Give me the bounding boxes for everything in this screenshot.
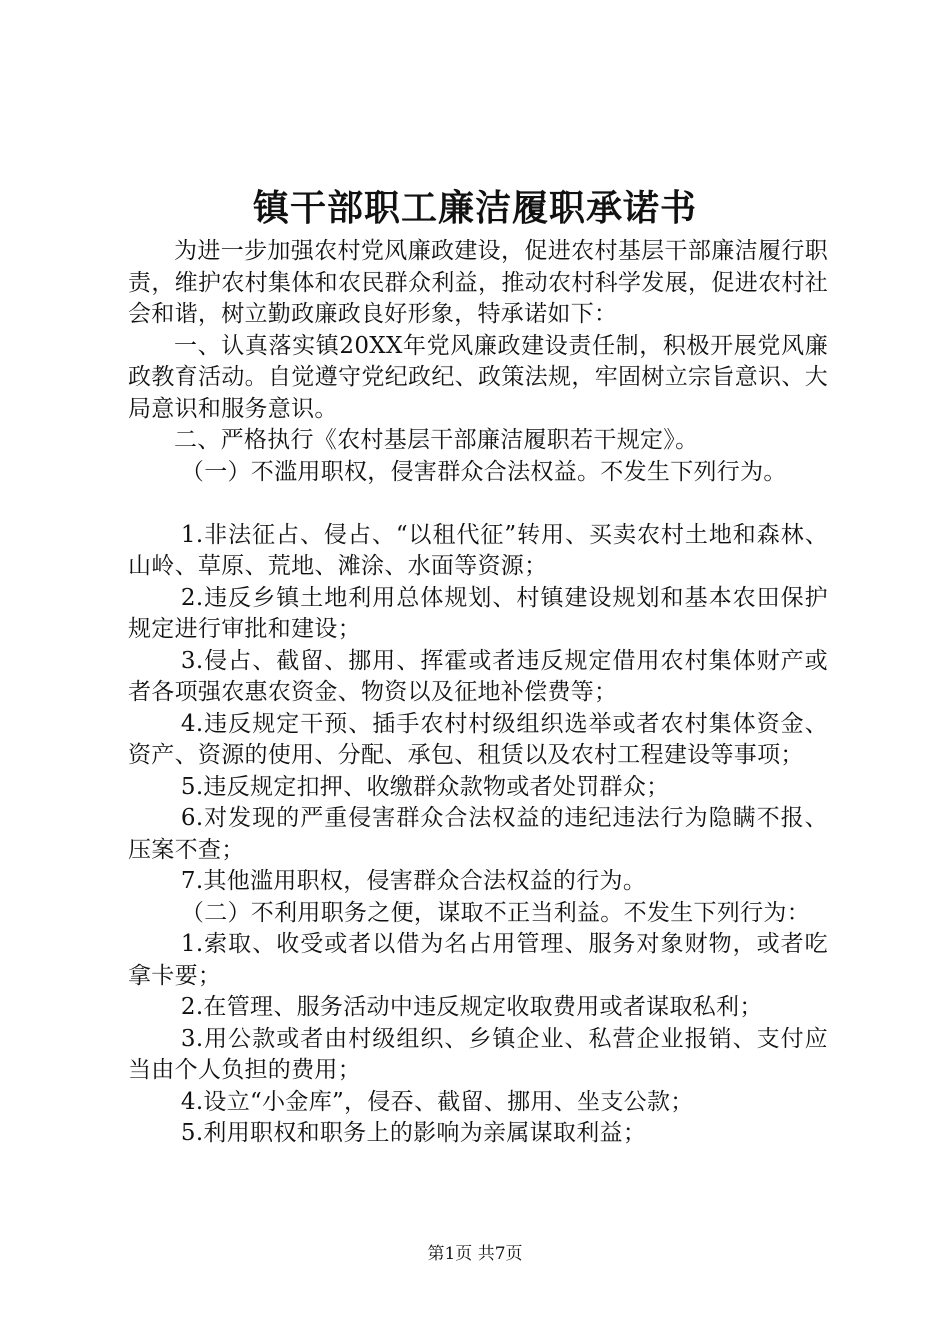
list-item: 3.侵占、截留、挪用、挥霍或者违反规定借用农村集体财产或者各项强农惠农资金、物资以及征地补偿费等； [128, 647, 828, 705]
list-item: 3.用公款或者由村级组织、乡镇企业、私营企业报销、支付应当由个人负担的费用； [128, 1025, 828, 1083]
list-item: 2.违反乡镇土地利用总体规划、村镇建设规划和基本农田保护规定进行审批和建设； [128, 584, 828, 642]
list-item: 6.对发现的严重侵害群众合法权益的违纪违法行为隐瞒不报、压案不查； [128, 805, 828, 863]
list-item: 2.在管理、服务活动中违反规定收取费用或者谋取私利； [180, 994, 763, 1020]
intro-paragraph: 为进一步加强农村党风廉政建设，促进农村基层干部廉洁履行职责，维护农村集体和农民群众利益，推动农村科学发展，促进农村社会和谐，树立勤政廉政良好形象，特承诺如下： [128, 238, 828, 327]
clause-two: 二、严格执行《农村基层干部廉洁履职若干规定》。 [174, 427, 699, 453]
list-item: 7.其他滥用职权，侵害群众合法权益的行为。 [180, 868, 647, 894]
list-item: 1.索取、收受或者以借为名占用管理、服务对象财物，或者吃拿卡要； [128, 931, 828, 989]
list-item: 5.利用职权和职务上的影响为亲属谋取利益； [180, 1120, 647, 1146]
subsection-one-heading: （一）不滥用职权，侵害群众合法权益。不发生下列行为。 [180, 458, 787, 485]
subsection-two-heading: （二）不利用职务之便，谋取不正当利益。不发生下列行为： [180, 899, 810, 926]
list-item: 4.设立“小金库”，侵吞、截留、挪用、坐支公款； [180, 1088, 694, 1115]
clause-one: 一、认真落实镇20XX年党风廉政建设责任制，积极开展党风廉政教育活动。自觉遵守党纪政纪、政策法规，牢固树立宗旨意识、大局意识和服务意识。 [128, 332, 828, 422]
list-item: 1.非法征占、侵占、“以租代征”转用、买卖农村土地和森林、山岭、草原、荒地、滩涂、水面等资源； [128, 521, 828, 579]
list-item: 4.违反规定干预、插手农村村级组织选举或者农村集体资金、资产、资源的使用、分配、承包、租赁以及农村工程建设等事项； [128, 710, 828, 768]
document-title: 镇干部职工廉洁履职承诺书 [252, 187, 697, 229]
page-number-footer: 第1页 共7页 [427, 1244, 523, 1264]
list-item: 5.违反规定扣押、收缴群众款物或者处罚群众； [180, 773, 670, 800]
document-body [128, 236, 828, 1150]
